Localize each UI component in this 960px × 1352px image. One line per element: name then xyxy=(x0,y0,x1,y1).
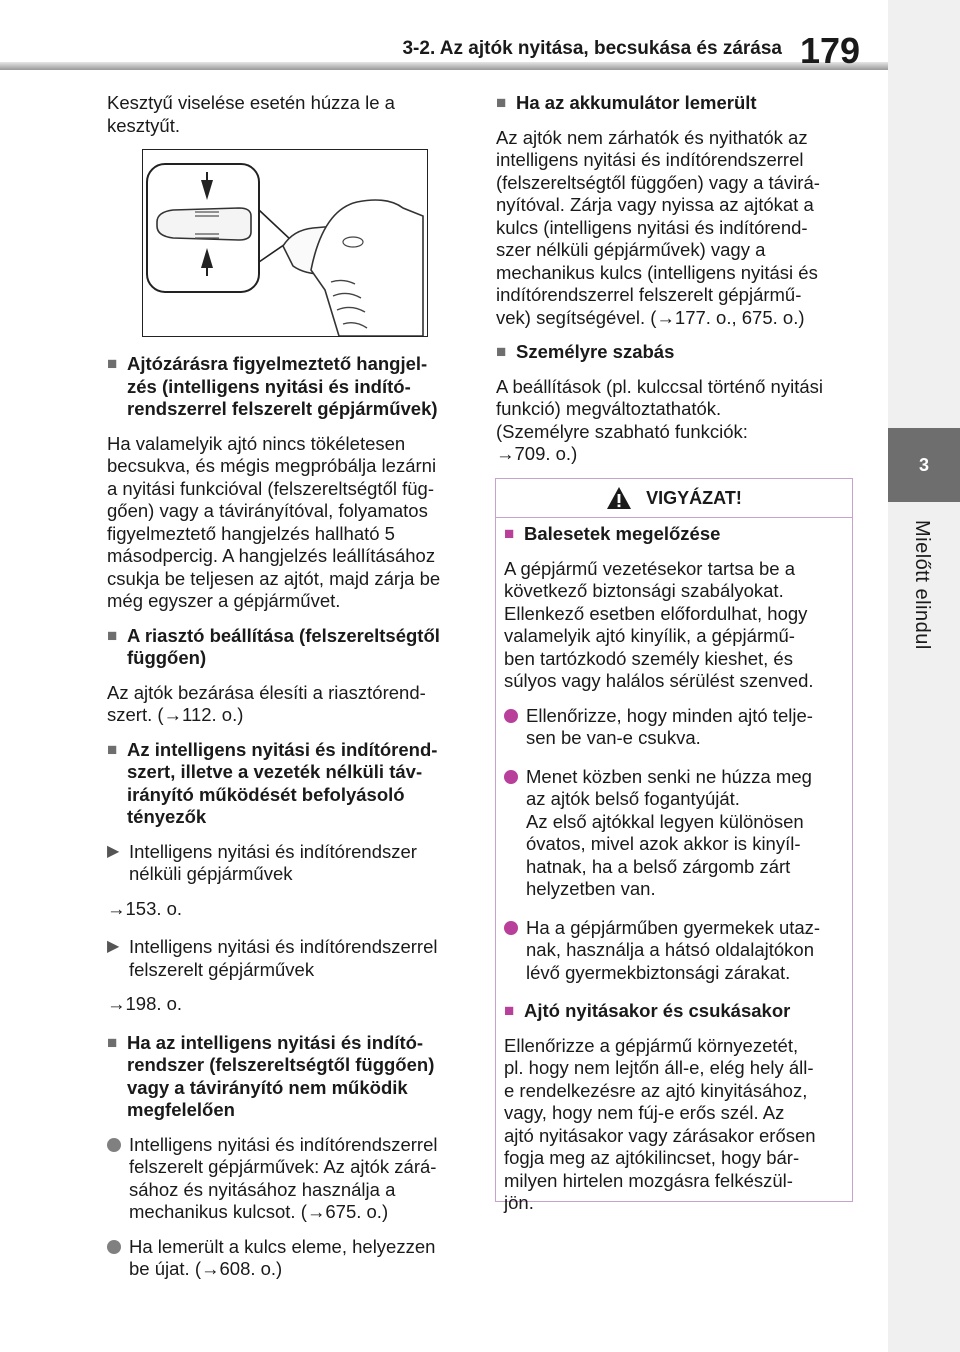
text-line: sen be van-e csukva. xyxy=(526,727,701,748)
text-line: figyelmeztető hangjelzés hallható 5 xyxy=(107,522,395,544)
text-line: Ha a gépjárműben gyermekek utaz- xyxy=(526,916,821,938)
text-line: még egyszer a gépjárművet. xyxy=(107,590,341,611)
text-line: milyen hirtelen mozgásra felkészül- xyxy=(504,1169,793,1191)
text-line: függően) xyxy=(127,647,207,668)
caution-box xyxy=(495,478,853,1213)
text-line: a nyitási funkcióval (felszereltségtől füg- xyxy=(107,477,434,499)
text-line: felszerelt gépjárművek: Az ajtók zárá- xyxy=(129,1156,437,1177)
body-battery xyxy=(496,127,856,330)
triangle-bullet-icon: ▶ xyxy=(107,842,120,860)
body-alarm xyxy=(107,682,467,727)
text-line: Személyre szabás xyxy=(516,341,675,362)
text-line: mechanikus kulcsot. (→675. o.) xyxy=(129,1201,389,1222)
chapter-number-tab[interactable]: 3 xyxy=(888,428,960,502)
text-line: be újat. (→608. o.) xyxy=(129,1258,283,1279)
text-line: indítórendszerrel felszerelt gépjármű- xyxy=(496,284,802,305)
text-line: funkció) megváltoztathatók. xyxy=(496,398,722,419)
body-door-opening xyxy=(504,1035,844,1215)
text-line: Az intelligens nyitási és indítórend- xyxy=(127,738,438,760)
text-line: Ajtó nyitásakor és csukásakor xyxy=(524,1000,791,1021)
text-line: rendszer (felszereltségtől függően) xyxy=(127,1054,435,1075)
circle-bullet-icon xyxy=(504,917,526,939)
text-line: felszerelt gépjárművek xyxy=(129,958,315,980)
text-line: mechanikus kulcs (intelligens nyitási és xyxy=(496,261,818,283)
text-line: gően) vagy a távirányítóval, folyamatos xyxy=(107,500,428,521)
body-accident-prevention xyxy=(504,558,844,693)
list-item xyxy=(504,705,844,750)
text-line: ajtó nyitásakor vagy zárásakor erősen xyxy=(504,1124,816,1146)
caution-title: VIGYÁZAT! xyxy=(646,487,742,508)
text-line: Ellenőrizze a gépjármű környezetét, xyxy=(504,1034,799,1056)
text-line: másodpercig. A hangjelzés leállításához xyxy=(107,545,436,566)
caution-body xyxy=(504,523,844,1215)
list-item xyxy=(107,1134,467,1224)
list-item xyxy=(504,917,844,985)
circle-bullet-icon xyxy=(107,1236,129,1258)
triangle-bullet-icon: ▶ xyxy=(107,938,120,955)
text-line: fogja meg az ajtókilincset, hogy bár- xyxy=(504,1147,800,1168)
text-line: az ajtók belső fogantyúját. xyxy=(526,788,740,809)
warning-triangle-icon xyxy=(606,486,632,510)
text-line: Ha valamelyik ajtó nincs tökéletesen xyxy=(107,432,406,454)
list-item xyxy=(107,936,467,981)
heading-door-lock-warning: ■ Ajtózárásra figyelmeztető hangjel- zés (intelligens nyitási és indító- rendszerrel felszerelt gépjárművek) xyxy=(107,353,438,419)
text-line: ben tartózkodó személy kieshet, és xyxy=(504,647,793,669)
text-line: zés (intelligens nyitási és indító- xyxy=(127,375,411,397)
circle-bullet-icon xyxy=(504,705,526,727)
text-line: lévő gyermekbiztonsági zárakat. xyxy=(526,961,791,983)
heading-alarm: ■ A riasztó beállítása (felszereltségtől függően) xyxy=(107,624,440,668)
text-line: kesztyűt. xyxy=(107,114,180,136)
text-line: Az ajtók bezárása élesíti a riasztórend- xyxy=(107,681,426,703)
text-line: Menet közben senki ne húzza meg xyxy=(526,765,812,787)
text-line: vagy, hogy nem fúj-e erős szél. Az xyxy=(504,1102,785,1123)
text-line: vagy a távirányító nem működik xyxy=(127,1076,408,1098)
text-line: Ellenőrizze, hogy minden ajtó telje- xyxy=(526,704,813,726)
caution-header xyxy=(496,479,852,518)
text-line: jön. xyxy=(504,1192,534,1213)
text-line: Ellenkező esetben előfordulhat, hogy xyxy=(504,602,808,624)
side-tab-background xyxy=(888,0,960,430)
text-line: intelligens nyitási és indítórendszerrel xyxy=(496,149,804,170)
circle-bullet-icon xyxy=(504,766,526,788)
chapter-label: Mielőtt elindul xyxy=(911,520,933,650)
list-item xyxy=(107,1236,467,1281)
text-line: A gépjármű vezetésekor tartsa be a xyxy=(504,557,796,579)
text-line: szer nélküli gépjárművek) vagy a xyxy=(496,239,766,260)
text-line: Intelligens nyitási és indítórendszerrel xyxy=(129,936,438,957)
text-line: e rendelkezésre az ajtó kinyitásához, xyxy=(504,1079,808,1101)
text-line: pl. hogy nem lejtőn áll-e, elég hely áll- xyxy=(504,1057,814,1078)
text-line: vek) segítségével. (→177. o., 675. o.) xyxy=(496,306,805,328)
text-line: következő biztonsági szabályokat. xyxy=(504,580,784,601)
text-line: tényezők xyxy=(127,806,207,827)
text-line: szert. (→112. o.) xyxy=(107,704,244,725)
text-line: irányító működését befolyásoló xyxy=(127,783,405,805)
text-line: óvatos, mivel azok akkor is kinyíl- xyxy=(526,833,801,854)
text-line: Intelligens nyitási és indítórendszerrel xyxy=(129,1133,438,1155)
text-line: Ha az akkumulátor lemerült xyxy=(516,92,757,113)
heading-customization: ■ Személyre szabás xyxy=(496,341,675,362)
hand-on-door-handle-icon xyxy=(143,150,427,336)
section-title: 3-2. Az ajtók nyitása, becsukása és zárása xyxy=(402,38,782,59)
text-line: nak, használja a hátsó oldalajtókon xyxy=(526,939,814,960)
heading-accident-prevention: ■ Balesetek megelőzése xyxy=(504,523,721,544)
body-customization xyxy=(496,376,856,466)
page-number: 179 xyxy=(800,30,861,71)
text-line: valamelyik ajtó kinyílik, a gépjármű- xyxy=(504,625,795,646)
intro-text xyxy=(107,92,467,137)
text-line: nélküli gépjárművek xyxy=(129,863,293,884)
text-line: helyzetben van. xyxy=(526,878,656,899)
text-line: Intelligens nyitási és indítórendszer xyxy=(129,840,417,862)
text-line: (felszereltségtől függően) vagy a távirá- xyxy=(496,171,820,193)
list-item xyxy=(504,766,844,901)
text-line: sához és nyitásához használja a xyxy=(129,1178,396,1200)
text-line: kulcs (intelligens nyitási és indítórend- xyxy=(496,216,808,238)
left-column xyxy=(107,92,467,1281)
text-line: Ajtózárásra figyelmeztető hangjel- xyxy=(127,353,428,374)
text-line: Kesztyű viselése esetén húzza le a xyxy=(107,92,395,113)
text-line: Ha az intelligens nyitási és indító- xyxy=(127,1031,424,1053)
text-line: Az ajtók nem zárhatók és nyithatók az xyxy=(496,126,808,148)
text-line: A riasztó beállítása (felszereltségtől xyxy=(127,624,440,646)
text-line: A beállítások (pl. kulccsal történő nyitási xyxy=(496,375,823,397)
text-line: becsukva, és mégis megpróbálja lezárni xyxy=(107,455,437,476)
text-line: hatnak, ha a belső zárgomb zárt xyxy=(526,855,791,877)
text-line: nyítóval. Zárja vagy nyissa az ajtókat a xyxy=(496,194,814,215)
body-door-lock-warning xyxy=(107,433,467,613)
heading-door-opening: ■ Ajtó nyitásakor és csukásakor xyxy=(504,1000,791,1021)
text-line: →709. o.) xyxy=(496,443,578,464)
heading-factors: ■ Az intelligens nyitási és indítórend- szert, illetve a vezeték nélküli táv- irányító működését befolyásoló tényezők xyxy=(107,738,438,827)
door-handle-illustration xyxy=(142,149,428,337)
heading-battery: ■ Ha az akkumulátor lemerült xyxy=(496,92,757,113)
text-line: súlyos vagy halálos sérülést szenved. xyxy=(504,670,814,691)
cross-reference[interactable]: →153. o. xyxy=(107,897,183,919)
right-column xyxy=(496,92,856,466)
cross-reference[interactable]: →198. o. xyxy=(107,993,183,1014)
text-line: Ha lemerült a kulcs eleme, helyezzen xyxy=(129,1235,436,1257)
list-item xyxy=(107,841,467,886)
text-line: rendszerrel felszerelt gépjárművek) xyxy=(127,398,438,419)
heading-not-working: ■ Ha az intelligens nyitási és indító- rendszer (felszereltségtől függően) vagy a távirányító nem működik megfelelően xyxy=(107,1031,435,1120)
text-line: Balesetek megelőzése xyxy=(524,523,721,544)
text-line: csukja be teljesen az ajtót, majd zárja be xyxy=(107,567,441,589)
text-line: Az első ajtókkal legyen különösen xyxy=(526,810,804,832)
text-line: szert, illetve a vezeték nélküli táv- xyxy=(127,761,423,782)
text-line: megfelelően xyxy=(127,1099,235,1120)
text-line: (Személyre szabható funkciók: xyxy=(496,420,748,442)
circle-bullet-icon xyxy=(107,1134,129,1156)
